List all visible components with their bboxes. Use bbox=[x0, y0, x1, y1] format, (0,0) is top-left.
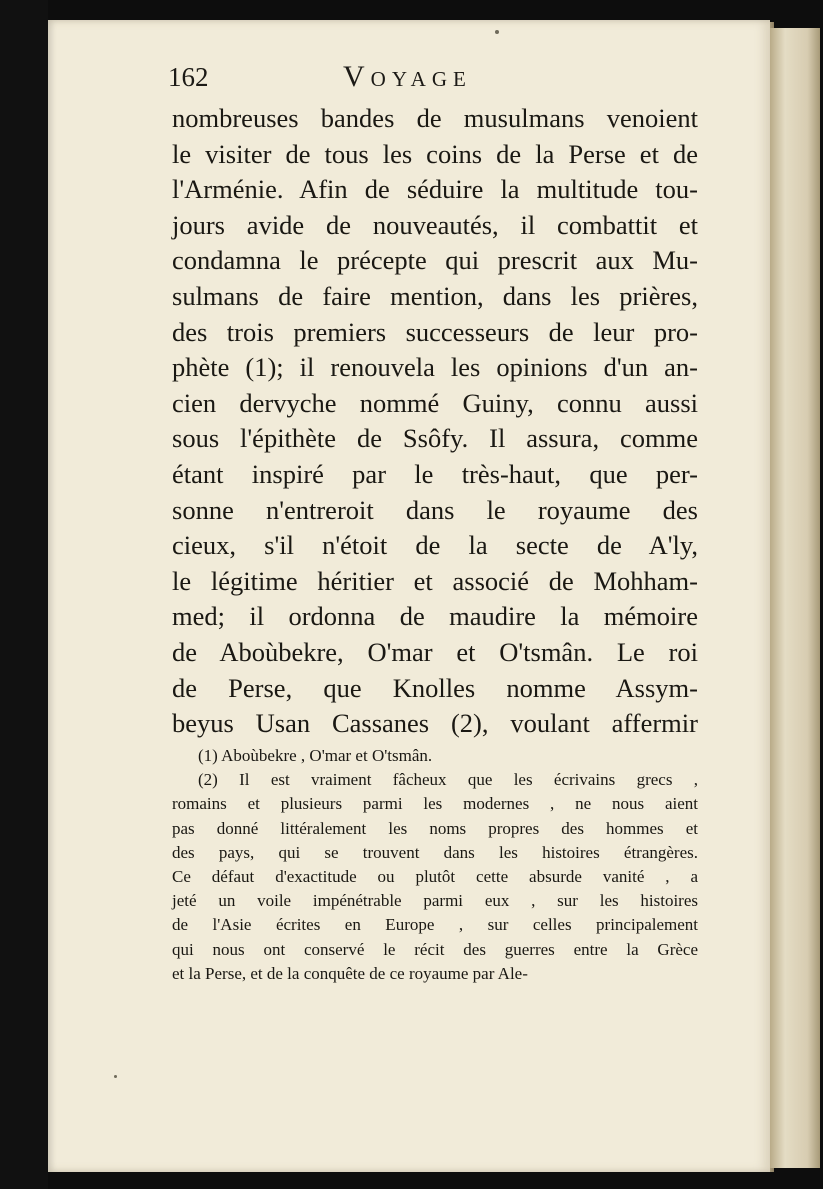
text-line: sous l'épithète de Ssôfy. Il assura, comme bbox=[172, 423, 698, 454]
footnote-2-line: de l'Asie écrites en Europe , sur celles principalement bbox=[172, 915, 698, 935]
text-line: cieux, s'il n'étoit de la secte de A'ly, bbox=[172, 530, 698, 561]
footnote-2-line: pas donné littéralement les noms propres des hommes et bbox=[172, 818, 698, 838]
text-line: le légitime héritier et associé de Mohham- bbox=[172, 565, 698, 596]
text-line: des trois premiers successeurs de leur pro- bbox=[172, 316, 698, 347]
adjacent-page-edge bbox=[770, 28, 820, 1168]
text-line: de Aboùbekre, O'mar et O'tsmân. Le roi bbox=[172, 636, 698, 667]
text-line: beyus Usan Cassanes (2), voulant affermir bbox=[172, 708, 698, 739]
scan-background bbox=[0, 0, 48, 1189]
footnote-2-line: et la Perse, et de la conquête de ce royaume par Ale- bbox=[172, 963, 528, 983]
text-line: condamna le précepte qui prescrit aux Mu- bbox=[172, 245, 698, 276]
text-line: sonne n'entreroit dans le royaume des bbox=[172, 494, 698, 525]
page-number: 162 bbox=[168, 62, 209, 92]
footnote-2-line: (2) Il est vraiment fâcheux que les écrivains grecs , bbox=[198, 770, 698, 790]
main-text bbox=[172, 101, 698, 742]
text-line: étant inspiré par le très-haut, que per- bbox=[172, 458, 698, 489]
text-line: sulmans de faire mention, dans les prières, bbox=[172, 280, 698, 311]
footnote-2-line: Ce défaut d'exactitude ou plutôt cette absurde vanité , a bbox=[172, 866, 698, 886]
text-line: l'Arménie. Afin de séduire la multitude tou- bbox=[172, 174, 698, 205]
text-line: jours avide de nouveautés, il combattit et bbox=[172, 209, 698, 240]
text-line: de Perse, que Knolles nomme Assym- bbox=[172, 672, 698, 703]
text-line: med; il ordonna de maudire la mémoire bbox=[172, 601, 698, 632]
footnote-2-line: romains et plusieurs parmi les modernes , ne nous aient bbox=[172, 794, 698, 814]
text-line: nombreuses bandes de musulmans venoient bbox=[172, 103, 698, 133]
running-title: Voyage bbox=[343, 60, 472, 93]
paper-speck bbox=[495, 30, 499, 34]
text-line: cien dervyche nommé Guiny, connu aussi bbox=[172, 387, 698, 418]
text-line: phète (1); il renouvela les opinions d'un an- bbox=[172, 352, 698, 383]
paper-speck bbox=[114, 1075, 117, 1078]
footnote-2-line: des pays, qui se trouvent dans les histoires étrangères. bbox=[172, 842, 698, 862]
footnote-1: (1) Aboùbekre , O'mar et O'tsmân. bbox=[198, 746, 433, 765]
footnote-2-line: jeté un voile impénétrable parmi eux , sur les histoires bbox=[172, 891, 698, 911]
footnote-2-line: qui nous ont conservé le récit des guerres entre la Grèce bbox=[172, 939, 698, 959]
text-line: le visiter de tous les coins de la Perse et de bbox=[172, 138, 698, 169]
footnotes bbox=[172, 744, 698, 986]
running-header bbox=[168, 58, 708, 98]
